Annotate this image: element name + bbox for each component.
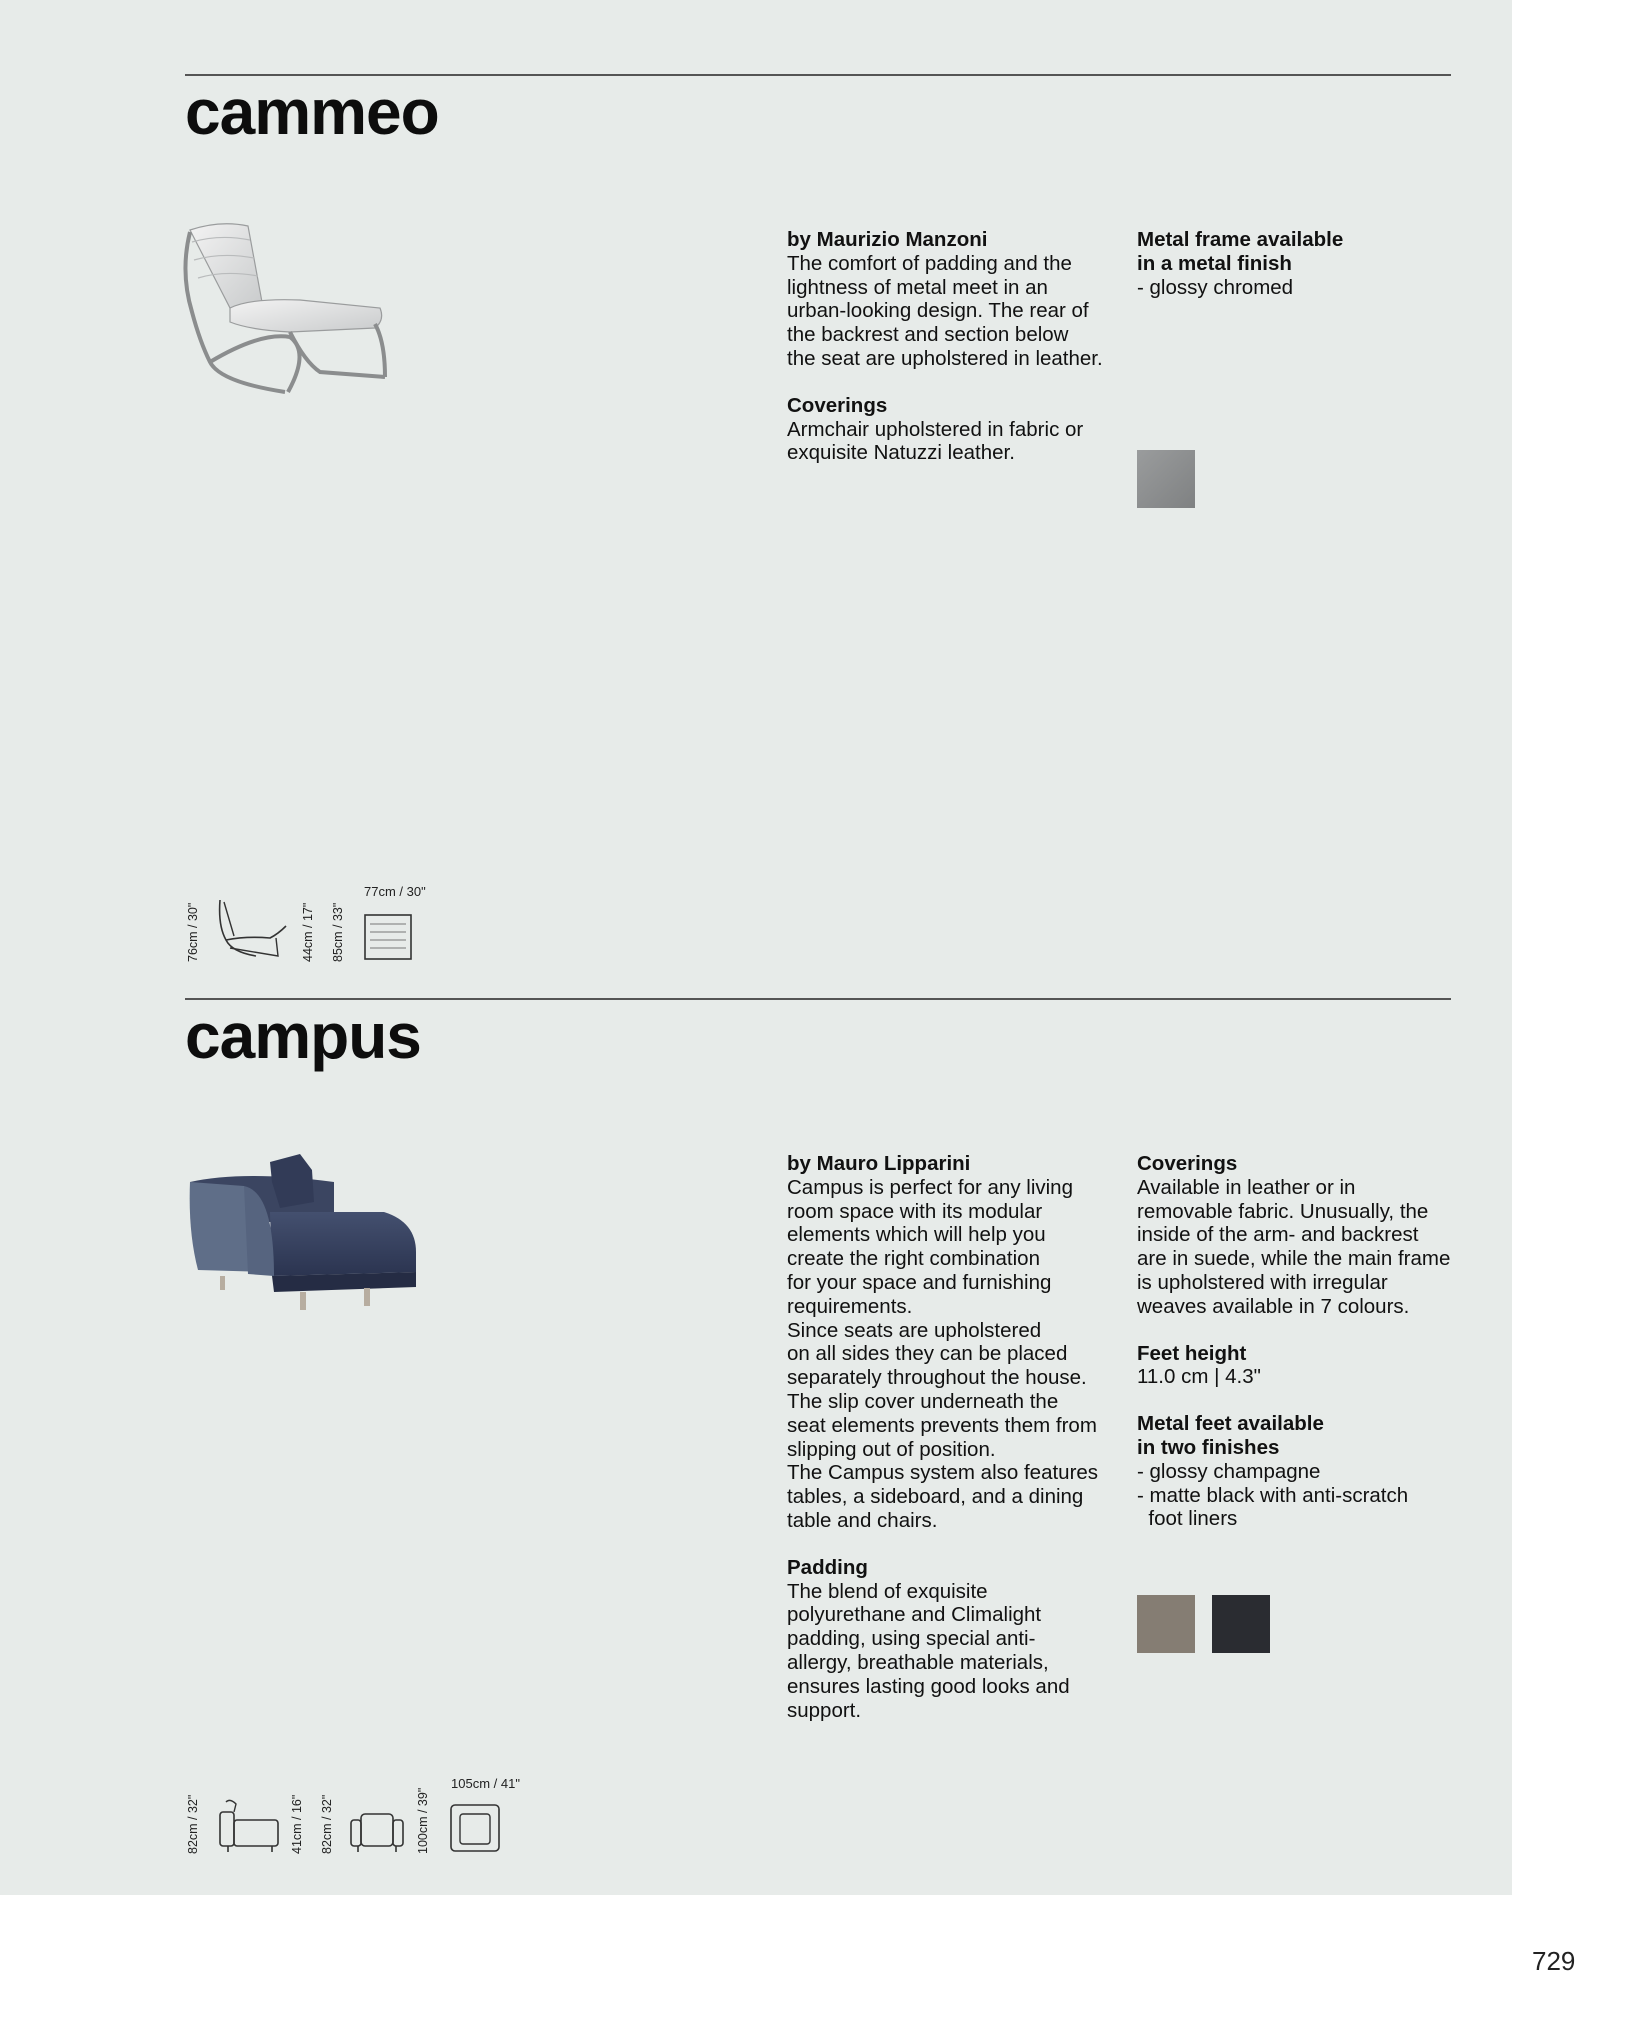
campus-front-view-icon xyxy=(348,1806,406,1856)
campus-coverings-heading: Coverings xyxy=(1137,1152,1238,1175)
cammeo-desc-line-3: urban-looking design. The rear of xyxy=(787,299,1089,323)
campus-dim-depth: 100cm / 39" xyxy=(416,1787,430,1854)
campus-finish-heading-2: in two finishes xyxy=(1137,1435,1280,1459)
campus-coverings-line-3: inside of the arm- and backrest xyxy=(1137,1223,1419,1247)
campus-finish-heading-1: Metal feet available xyxy=(1137,1412,1324,1436)
cammeo-coverings-heading: Coverings xyxy=(787,393,888,417)
campus-specs-column xyxy=(1137,1152,1467,1531)
campus-side-view-icon xyxy=(216,1796,284,1856)
cammeo-title: cammeo xyxy=(185,76,439,148)
cammeo-finish-item-1: - glossy chromed xyxy=(1137,275,1294,299)
campus-top-view-icon xyxy=(448,1802,502,1854)
campus-dim-seat-height: 41cm / 16" xyxy=(290,1794,304,1854)
campus-desc-line-12: slipping out of position. xyxy=(787,1437,996,1461)
campus-desc-line-5: for your space and furnishing xyxy=(787,1270,1052,1294)
cammeo-side-view-icon xyxy=(216,896,290,962)
cammeo-desc-line-1: The comfort of padding and the xyxy=(787,251,1072,275)
campus-desc-line-14: tables, a sideboard, and a dining xyxy=(787,1485,1084,1509)
campus-desc-line-2: room space with its modular xyxy=(787,1199,1043,1223)
cammeo-finish-column xyxy=(1137,228,1457,299)
campus-padding-line-3: padding, using special anti- xyxy=(787,1627,1036,1651)
campus-desc-line-4: create the right combination xyxy=(787,1247,1040,1271)
campus-desc-line-6: requirements. xyxy=(787,1294,913,1318)
cammeo-desc-line-4: the backrest and section below xyxy=(787,323,1069,347)
campus-feet-heading: Feet height xyxy=(1137,1341,1247,1365)
campus-desc-line-10: The slip cover underneath the xyxy=(787,1389,1059,1413)
campus-dim-width: 105cm / 41" xyxy=(451,1776,520,1791)
campus-finish-item-2: - matte black with anti-scratch xyxy=(1137,1483,1409,1507)
campus-dim-height-side: 82cm / 32" xyxy=(186,1794,200,1854)
cammeo-coverings-line-2: exquisite Natuzzi leather. xyxy=(787,441,1015,465)
campus-swatch-glossy-champagne xyxy=(1137,1595,1195,1653)
cammeo-front-view-icon xyxy=(362,912,414,962)
campus-title: campus xyxy=(185,1000,421,1072)
campus-desc-line-13: The Campus system also features xyxy=(787,1461,1099,1485)
cammeo-dim-depth: 85cm / 33" xyxy=(331,902,345,962)
cammeo-desc-line-2: lightness of metal meet in an xyxy=(787,275,1048,299)
campus-desc-line-8: on all sides they can be placed xyxy=(787,1342,1068,1366)
campus-swatch-matte-black xyxy=(1212,1595,1270,1653)
campus-padding-line-4: allergy, breathable materials, xyxy=(787,1650,1049,1674)
campus-coverings-line-6: weaves available in 7 colours. xyxy=(1137,1294,1410,1318)
campus-desc-line-1: Campus is perfect for any living xyxy=(787,1175,1073,1199)
cammeo-dim-width: 77cm / 30" xyxy=(364,884,426,899)
campus-coverings-line-2: removable fabric. Unusually, the xyxy=(1137,1199,1429,1223)
campus-padding-line-2: polyurethane and Climalight xyxy=(787,1603,1042,1627)
cammeo-finish-heading-2: in a metal finish xyxy=(1137,251,1292,275)
cammeo-description-column xyxy=(787,228,1117,465)
campus-padding-line-6: support. xyxy=(787,1698,862,1722)
campus-finish-item-3: foot liners xyxy=(1137,1507,1238,1531)
campus-finish-item-1: - glossy champagne xyxy=(1137,1459,1321,1483)
cammeo-designer: by Maurizio Manzoni xyxy=(787,228,988,251)
cammeo-finish-heading-1: Metal frame available xyxy=(1137,228,1344,251)
campus-designer: by Mauro Lipparini xyxy=(787,1152,971,1175)
campus-dim-height-front: 82cm / 32" xyxy=(320,1794,334,1854)
cammeo-armchair-image xyxy=(180,212,400,402)
campus-desc-line-3: elements which will help you xyxy=(787,1223,1046,1247)
campus-feet-value: 11.0 cm | 4.3" xyxy=(1137,1365,1261,1389)
campus-padding-line-5: ensures lasting good looks and xyxy=(787,1674,1070,1698)
cammeo-coverings-line-1: Armchair upholstered in fabric or xyxy=(787,417,1084,441)
campus-coverings-line-1: Available in leather or in xyxy=(1137,1175,1356,1199)
campus-coverings-line-4: are in suede, while the main frame xyxy=(1137,1247,1451,1271)
campus-padding-heading: Padding xyxy=(787,1555,868,1579)
cammeo-desc-line-5: the seat are upholstered in leather. xyxy=(787,346,1103,370)
campus-armchair-image xyxy=(184,1152,424,1322)
page-number: 729 xyxy=(1532,1946,1576,1976)
cammeo-dim-height: 76cm / 30" xyxy=(186,902,200,962)
campus-description-column xyxy=(787,1152,1122,1722)
campus-coverings-line-5: is upholstered with irregular xyxy=(1137,1270,1388,1294)
campus-desc-line-9: separately throughout the house. xyxy=(787,1366,1087,1390)
campus-padding-line-1: The blend of exquisite xyxy=(787,1579,988,1603)
campus-desc-line-11: seat elements prevents them from xyxy=(787,1413,1097,1437)
cammeo-swatch-glossy-chromed xyxy=(1137,450,1195,508)
campus-desc-line-15: table and chairs. xyxy=(787,1508,938,1532)
cammeo-dim-seat-height: 44cm / 17" xyxy=(301,902,315,962)
campus-desc-line-7: Since seats are upholstered xyxy=(787,1318,1042,1342)
